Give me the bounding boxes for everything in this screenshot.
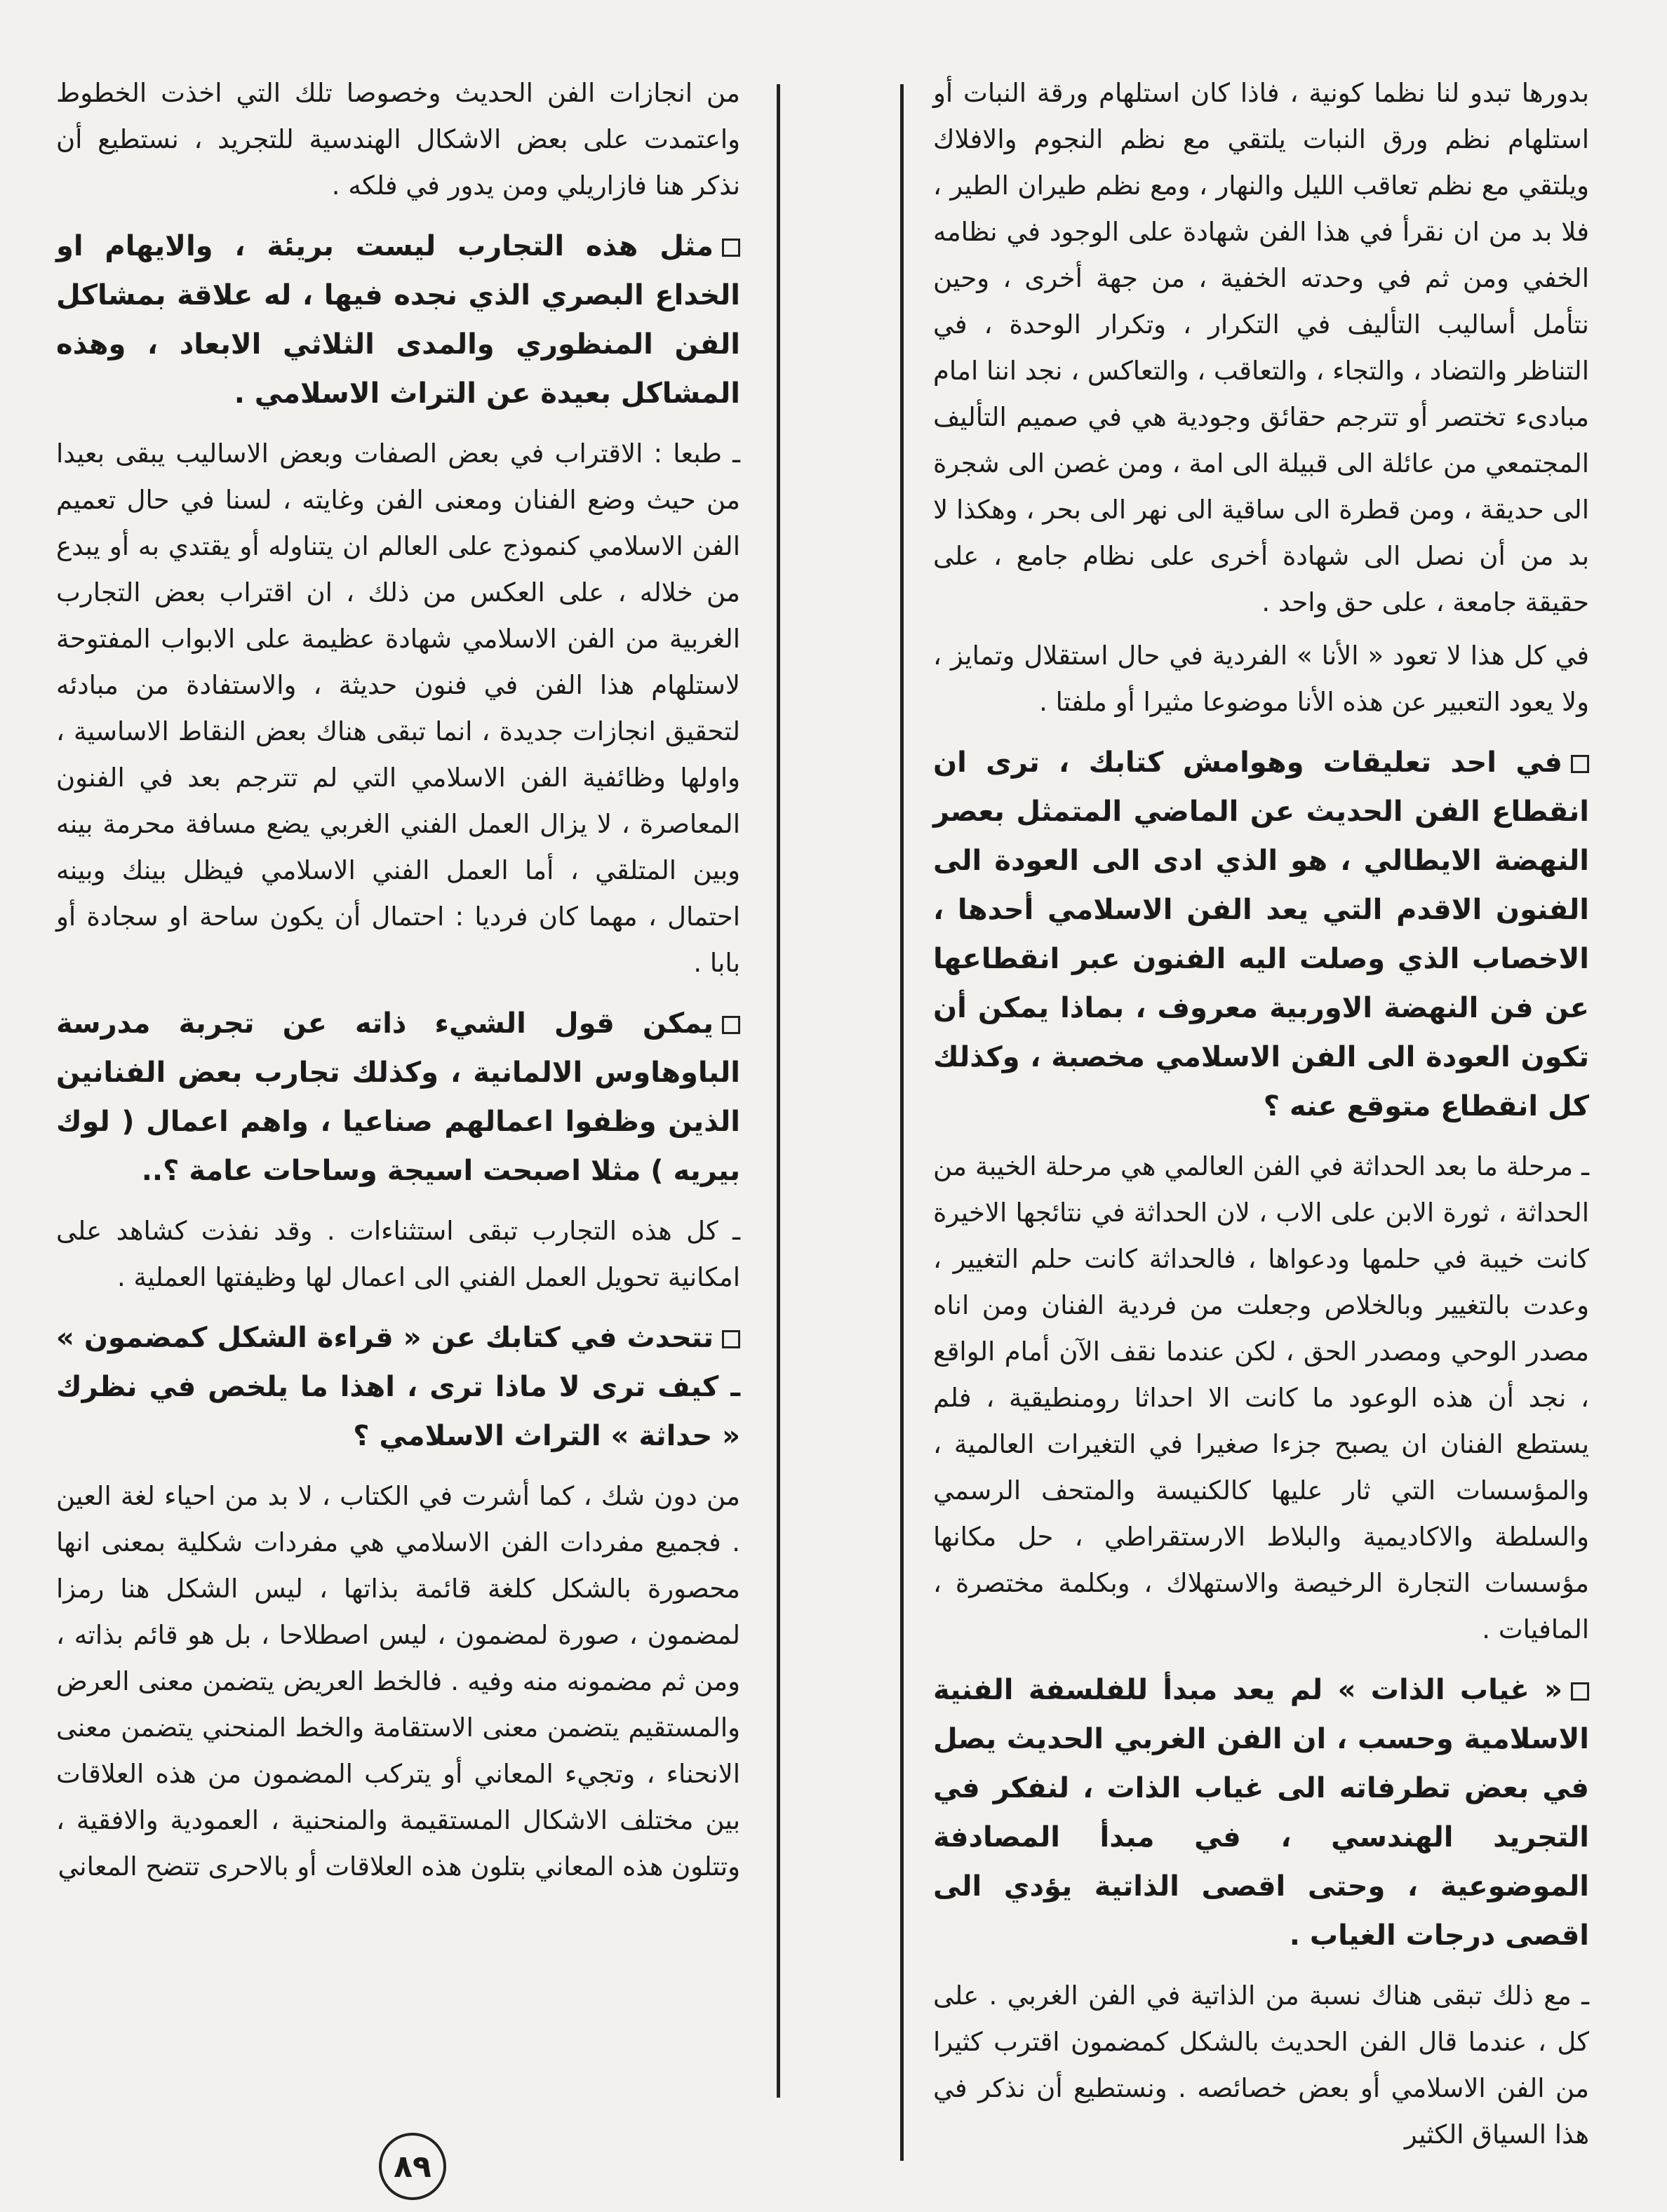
answer-paragraph: في كل هذا لا تعود « الأنا » الفردية في حال استقلال وتمايز ، ولا يعود التعبير عن هذه الأنا موضوعا مثيرا أو ملفتا . [933, 641, 1589, 717]
answer-paragraph: ـ طبعا : الاقتراب في بعض الصفات وبعض الاساليب يبقى بعيدا من حيث وضع الفنان ومعنى الفن وغايته ، لسنا في حال تعميم الفن الاسلامي كنموذج على العالم ان يتناوله أو يقتدي به أو يبدع من خلاله ، على العكس من ذلك ، ان اقتراب بعض التجارب الغربية من الفن الاسلامي شهادة عظيمة على الابواب المفتوحة لاستلهام هذا الفن في فنون حديثة ، والاستفادة من مبادئه لتحقيق انجازات جديدة ، انما تبقى هناك بعض النقاط الاساسية ، واولها وظائفية الفن الاسلامي التي لم تترجم بعد في الفنون المعاصرة ، لا يزال العمل الفني الغربي يضع مسافة محرمة بينه وبين المتلقي ، أما العمل الفني الاسلامي فيظل بينك وبينه احتمال ، مهما كان فرديا : احتمال أن يكون ساحة او سجادة أو بابا . [56, 438, 740, 978]
left-column [56, 70, 740, 2126]
square-bullet-icon [722, 239, 740, 257]
square-bullet-icon [1571, 1682, 1589, 1701]
square-bullet-icon [1571, 755, 1589, 773]
interview-question [933, 1665, 1589, 1960]
right-column [933, 70, 1589, 2150]
question-text: مثل هذه التجارب ليست بريئة ، والايهام او الخداع البصري الذي نجده فيها ، له علاقة بمشاكل الفن المنظوري والمدى الثلاثي الابعاد ، وهذه المشاكل بعيدة عن التراث الاسلامي . [56, 230, 740, 410]
interview-question [933, 738, 1589, 1131]
answer-paragraph: ـ كل هذه التجارب تبقى استثناءات . وقد نفذت كشاهد على امكانية تحويل العمل الفني الى اعمال لها وظيفتها العملية . [56, 1216, 740, 1292]
interview-question [56, 222, 740, 418]
column-divider-right [900, 84, 904, 2161]
question-text: في احد تعليقات وهوامش كتابك ، ترى ان انقطاع الفن الحديث عن الماضي المتمثل بعصر النهضة الايطالي ، هو الذي ادى الى العودة الى الفنون الاقدم التي يعد الفن الاسلامي أحدها ، الاخصاب الذي وصلت اليه الفنون عبر انقطاعها عن فن النهضة الاوربية معروف ، بماذا يمكن أن تكون العودة الى الفن الاسلامي مخصبة ، وكذلك كل انقطاع متوقع عنه ؟ [933, 746, 1589, 1122]
interview-question [56, 1313, 740, 1461]
column-divider-left [777, 84, 780, 2098]
square-bullet-icon [722, 1330, 740, 1348]
answer-paragraph: بدورها تبدو لنا نظما كونية ، فاذا كان استلهام ورقة النبات أو استلهام نظم ورق النبات يلتقي مع نظم النجوم والافلاك ويلتقي مع نظم تعاقب الليل والنهار ، ومع نظم طيران الطير ، فلا بد من ان نقرأ في هذا الفن شهادة على الوجود في نظامه الخفي ومن ثم في وحدته الخفية ، من جهة أخرى ، وحين نتأمل أساليب التأليف في التكرار ، وتكرار الوحدة ، في التناظر والتضاد ، والتجاء ، والتعاقب ، والتعاكس ، نجد اننا امام مبادىء تختصر أو تترجم حقائق وجودية هي في صميم التأليف المجتمعي من عائلة الى قبيلة الى امة ، ومن غصن الى شجرة الى حديقة ، ومن قطرة الى ساقية الى نهر الى بحر ، وهكذا لا بد من أن نصل الى شهادة أخرى على نظام جامع ، على حقيقة جامعة ، على حق واحد . [933, 78, 1589, 617]
interview-question [56, 999, 740, 1195]
square-bullet-icon [722, 1016, 740, 1034]
answer-paragraph: ـ مع ذلك تبقى هناك نسبة من الذاتية في الفن الغربي . على كل ، عندما قال الفن الحديث بالشكل كمضمون اقترب كثيرا من الفن الاسلامي أو بعض خصائصه . ونستطيع أن نذكر في هذا السياق الكثير [933, 1980, 1589, 2150]
question-text: تتحدث في كتابك عن « قراءة الشكل كمضمون » ـ كيف ترى لا ماذا ترى ، اهذا ما يلخص في نظرك « حداثة » التراث الاسلامي ؟ [56, 1322, 740, 1452]
page-number: ٨٩ [379, 2133, 446, 2200]
question-text: « غياب الذات » لم يعد مبدأ للفلسفة الفنية الاسلامية وحسب ، ان الفن الغربي الحديث يصل في بعض تطرفاته الى غياب الذات ، لنفكر في التجريد الهندسي ، في مبدأ المصادفة الموضوعية ، وحتى اقصى الذاتية يؤدي الى اقصى درجات الغياب . [933, 1674, 1589, 1952]
question-text: يمكن قول الشيء ذاته عن تجربة مدرسة الباوهاوس الالمانية ، وكذلك تجارب بعض الفنانين الذين وظفوا اعمالهم صناعيا ، واهم اعمال ( لوك بيريه ) مثلا اصبحت اسيجة وساحات عامة ؟.. [56, 1007, 740, 1187]
answer-paragraph: من انجازات الفن الحديث وخصوصا تلك التي اخذت الخطوط واعتمدت على بعض الاشكال الهندسية للتجريد ، نستطيع أن نذكر هنا فازاريلي ومن يدور في فلكه . [56, 78, 740, 201]
answer-paragraph: ـ مرحلة ما بعد الحداثة في الفن العالمي هي مرحلة الخيبة من الحداثة ، ثورة الابن على الاب ، لان الحداثة في نتائجها الاخيرة كانت خيبة في حلمها ودعواها ، فالحداثة كانت حلم التغيير ، وعدت بالتغيير وبالخلاص وجعلت من فردية الفنان ومن اناه مصدر الوحي ومصدر الحق ، لكن عندما نقف الآن أمام الواقع ، نجد أن هذه الوعود ما كانت الا احداثا رومنطيقية ، فلم يستطع الفنان ان يصبح جزءا صغيرا في التغيرات العالمية ، والمؤسسات التي ثار عليها كالكنيسة والمتحف الرسمي والسلطة والاكاديمية والبلاط الارستقراطي ، حل مكانها مؤسسات التجارة الرخيصة والاستهلاك ، وبكلمة مختصرة ، المافيات . [933, 1151, 1589, 1644]
answer-paragraph: من دون شك ، كما أشرت في الكتاب ، لا بد من احياء لغة العين . فجميع مفردات الفن الاسلامي هي مفردات شكلية بمعنى انها محصورة بالشكل كلغة قائمة بذاتها ، ليس الشكل هنا رمزا لمضمون ، صورة لمضمون ، ليس اصطلاحا ، بل هو قائم بذاته ، ومن ثم مضمونه منه وفيه . فالخط العريض يتضمن معنى العرض والمستقيم يتضمن معنى الاستقامة والخط المنحني يتضمن معنى الانحناء ، وتجيء المعاني أو يتركب المضمون من هذه العلاقات بين مختلف الاشكال المستقيمة والمنحنية ، العمودية والافقية ، وتتلون هذه المعاني بتلون هذه العلاقات أو بالاحرى تتضح المعاني [56, 1481, 740, 1882]
